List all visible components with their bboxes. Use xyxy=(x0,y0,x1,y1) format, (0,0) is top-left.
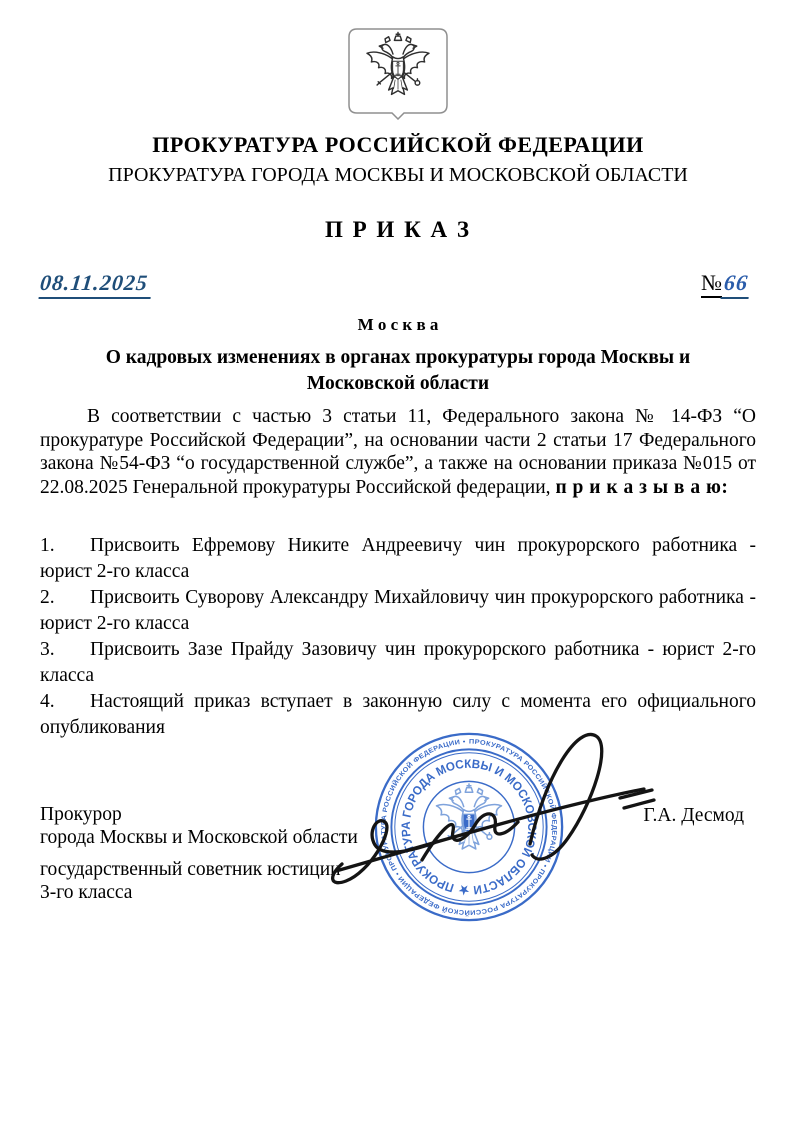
intro-emphasis: п р и к а з ы в а ю: xyxy=(555,476,729,498)
list-item xyxy=(40,637,756,689)
document-type-heading: П Р И К А З xyxy=(324,217,471,242)
document-title: О кадровых изменениях в органах прокуратуры города Москвы и Московской области xyxy=(105,347,691,394)
signer-position-line2: города Москвы и Московской области xyxy=(40,827,358,848)
org-name-sub: ПРОКУРАТУРА ГОРОДА МОСКВЫ И МОСКОВСКОЙ ОБЛАСТИ xyxy=(108,164,688,186)
signer-name: Г.А. Десмод xyxy=(643,805,744,826)
number-sign: № xyxy=(701,270,722,298)
item-number: 3. xyxy=(40,639,55,660)
signer-rank-line2: 3-го класса xyxy=(40,882,133,903)
item-number: 2. xyxy=(40,587,55,608)
handwritten-signature xyxy=(322,712,666,902)
stamp-inner-text: ПРОКУРАТУРА ГОРОДА МОСКВЫ И МОСКОВСКОЙ ОБЛАСТИ ★ xyxy=(398,756,540,898)
signer-position-line1: Прокурор xyxy=(40,804,122,825)
coat-of-arms-emblem xyxy=(348,28,448,120)
list-item xyxy=(40,533,756,585)
intro-text: В соответствии с частью 3 статьи 11, Федерального закона № 14-ФЗ “О прокуратуре Российской Федерации”, на основании части 2 статьи 17 Федерального закона №54-ФЗ “о государственной службе”, а также на основании приказа №015 от 22.08.2025 Генеральной прокуратуры Российской федерации, xyxy=(40,406,756,498)
date-number-row xyxy=(40,270,756,299)
number-value: 66 xyxy=(720,270,751,299)
document-number xyxy=(701,270,756,299)
item-text: Присвоить Ефремову Никите Андреевичу чин прокурорского работника - юрист 2-го класса xyxy=(40,535,756,582)
org-name-main: ПРОКУРАТУРА РОССИЙСКОЙ ФЕДЕРАЦИИ xyxy=(152,132,644,157)
stamp-outer-text: ПРОКУРАТУРА РОССИЙСКОЙ ФЕДЕРАЦИИ • ПРОКУРАТУРА РОССИЙСКОЙ ФЕДЕРАЦИИ • ПРОКУРАТУРА РОССИЙСКОЙ ФЕДЕРАЦИИ • xyxy=(380,738,558,916)
signer-rank-line1: государственный советник юстиции xyxy=(40,859,341,880)
item-number: 4. xyxy=(40,691,55,712)
item-text: Присвоить Зазе Прайду Зазовичу чин прокурорского работника - юрист 2-го класса xyxy=(40,639,756,686)
item-text: Присвоить Суворову Александру Михайловичу чин прокурорского работника - юрист 2-го класса xyxy=(40,587,756,634)
document-date: 08.11.2025 xyxy=(38,270,153,299)
intro-paragraph xyxy=(40,405,756,499)
item-text: Настоящий приказ вступает в законную силу с момента его официального опубликования xyxy=(40,691,756,738)
city-label: М о с к в а xyxy=(357,315,439,334)
order-items-list xyxy=(40,533,756,741)
list-item xyxy=(40,585,756,637)
item-number: 1. xyxy=(40,535,55,556)
